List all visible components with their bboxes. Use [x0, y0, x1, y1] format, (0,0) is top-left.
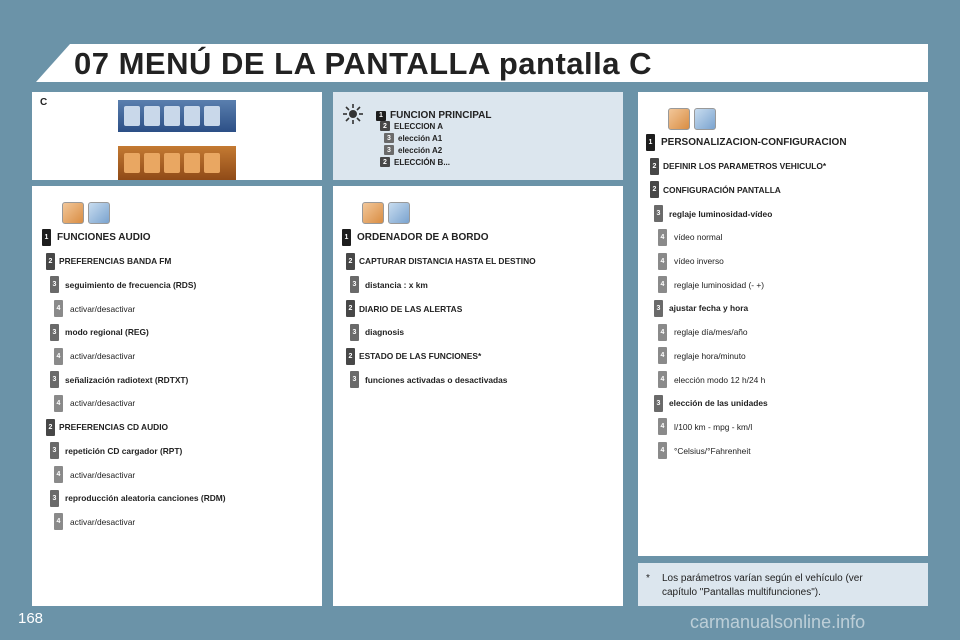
document-icon	[144, 153, 160, 173]
audio-alt-icon	[88, 202, 110, 224]
funcion-principal-row	[376, 110, 491, 121]
menu-row	[50, 442, 182, 459]
menu-row	[658, 324, 748, 341]
display-mode-icon	[124, 153, 140, 173]
screen-c-label: C	[40, 97, 48, 108]
menu-item-label: elección modo 12 h/24 h	[674, 374, 766, 385]
level-badge: 1	[42, 229, 51, 246]
menu-item-label: PREFERENCIAS CD AUDIO	[59, 422, 169, 433]
menu-row	[658, 418, 752, 435]
level-badge: 4	[658, 324, 667, 341]
audio-icons	[62, 202, 110, 224]
menu-item-label: l/100 km - mpg - km/l	[674, 421, 753, 432]
menu-item-label: activar/desactivar	[70, 516, 136, 527]
menu-row	[346, 348, 481, 365]
panel-funcion-principal	[333, 92, 623, 180]
level-badge: 2	[380, 121, 390, 131]
level-badge: 3	[654, 300, 663, 317]
menu-row	[650, 181, 781, 198]
menu-item-label: ajustar fecha y hora	[669, 303, 749, 314]
menu-row	[350, 371, 507, 388]
level-badge: 3	[50, 324, 59, 341]
level-badge: 3	[50, 371, 59, 388]
menu-item-label: señalización radiotext (RDTXT)	[65, 374, 189, 385]
menu-row	[54, 300, 135, 317]
level-badge: 2	[650, 158, 659, 175]
menu-row	[646, 134, 847, 151]
menu-row	[50, 371, 188, 388]
level-badge: 3	[350, 276, 359, 293]
level-badge: 2	[346, 300, 355, 317]
menu-row	[654, 300, 748, 317]
funcion-principal-row	[380, 121, 443, 131]
page-number: 168	[18, 610, 44, 627]
level-badge: 4	[658, 418, 667, 435]
level-badge: 2	[650, 181, 659, 198]
menu-row	[54, 348, 135, 365]
audio-icon	[62, 202, 84, 224]
menu-row	[658, 371, 765, 388]
menu-item-label: CAPTURAR DISTANCIA HASTA EL DESTINO	[359, 256, 536, 267]
document-icon	[144, 106, 160, 126]
level-badge: 4	[658, 347, 667, 364]
menu-item-label: reglaje luminosidad (- +)	[674, 279, 765, 290]
book-icon	[184, 153, 200, 173]
menu-row	[50, 276, 196, 293]
menu-row	[658, 442, 751, 459]
personalizacion-icons	[668, 108, 716, 130]
level-badge: 3	[654, 205, 663, 222]
menu-row	[350, 324, 404, 341]
level-badge: 3	[384, 133, 394, 143]
menu-row	[54, 513, 135, 530]
footnote-star: *	[646, 573, 650, 584]
settings-icon	[668, 108, 690, 130]
menu-item-label: repetición CD cargador (RPT)	[65, 445, 183, 456]
menu-row	[54, 395, 135, 412]
menu-row	[54, 466, 135, 483]
level-badge: 3	[350, 371, 359, 388]
screen-menu-strip-blue	[118, 100, 236, 132]
level-badge: 2	[346, 253, 355, 270]
fuel-alt-icon	[388, 202, 410, 224]
level-badge: 4	[54, 348, 63, 365]
menu-row	[50, 490, 226, 507]
level-badge: 3	[654, 395, 663, 412]
menu-row	[346, 253, 536, 270]
menu-row	[46, 253, 171, 270]
brightness-icon	[342, 103, 364, 125]
menu-row	[658, 276, 764, 293]
level-badge: 3	[350, 324, 359, 341]
book-icon	[184, 106, 200, 126]
menu-item-label: ESTADO DE LAS FUNCIONES*	[359, 351, 482, 361]
menu-item-label: activar/desactivar	[70, 351, 136, 361]
menu-row	[658, 229, 722, 246]
menu-item-label: vídeo inverso	[674, 256, 724, 266]
screen-menu-strip-orange	[118, 146, 236, 180]
settings-alt-icon	[694, 108, 716, 130]
menu-item-label: seguimiento de frecuencia (RDS)	[65, 279, 197, 290]
display-mode-icon	[124, 106, 140, 126]
funcion-principal-row	[384, 133, 442, 143]
level-badge: 4	[658, 253, 667, 270]
settings-icon	[164, 106, 180, 126]
funcion-principal-row	[380, 157, 450, 167]
menu-item-label: reglaje luminosidad-vídeo	[669, 208, 773, 219]
menu-item-label: PREFERENCIAS BANDA FM	[59, 256, 172, 267]
level-badge: 2	[380, 157, 390, 167]
level-badge: 4	[54, 513, 63, 530]
funcion-principal-label: ELECCION A	[394, 121, 444, 131]
level-badge: 3	[50, 442, 59, 459]
level-badge: 2	[46, 253, 55, 270]
level-badge: 3	[50, 490, 59, 507]
menu-row	[342, 229, 488, 246]
level-badge: 1	[376, 111, 386, 121]
menu-row	[650, 158, 826, 175]
menu-row	[350, 276, 428, 293]
level-badge: 4	[658, 276, 667, 293]
menu-item-label: elección de las unidades	[669, 398, 768, 409]
level-badge: 4	[54, 300, 63, 317]
menu-row	[658, 347, 746, 364]
fuel-icon	[362, 202, 384, 224]
level-badge: 4	[658, 371, 667, 388]
menu-row	[42, 229, 151, 246]
level-badge: 1	[342, 229, 351, 246]
funcion-principal-label: elección A1	[398, 133, 443, 143]
level-badge: 4	[658, 229, 667, 246]
tools-icon	[204, 153, 220, 173]
level-badge: 4	[658, 442, 667, 459]
level-badge: 3	[50, 276, 59, 293]
funcion-principal-row	[384, 145, 442, 155]
level-badge: 3	[384, 145, 394, 155]
menu-item-label: reproducción aleatoria canciones (RDM)	[65, 493, 226, 504]
menu-item-label: distancia : x km	[365, 279, 428, 290]
menu-row	[50, 324, 149, 341]
menu-item-label: activar/desactivar	[70, 303, 136, 314]
menu-item-label: activar/desactivar	[70, 469, 136, 480]
funcion-principal-label: elección A2	[398, 145, 443, 155]
settings-icon	[164, 153, 180, 173]
watermark: carmanualsonline.info	[690, 612, 866, 632]
level-badge: 1	[646, 134, 655, 151]
page-title: 07 MENÚ DE LA PANTALLA pantalla C	[74, 46, 652, 81]
menu-item-label: DIARIO DE LAS ALERTAS	[359, 303, 463, 314]
menu-item-label: activar/desactivar	[70, 398, 136, 409]
menu-item-label: °Celsius/°Fahrenheit	[674, 445, 751, 456]
bordo-icons	[362, 202, 410, 224]
menu-row	[346, 300, 462, 317]
funcion-principal-label: ELECCIÓN B...	[394, 157, 451, 167]
menu-item-label: vídeo normal	[674, 232, 723, 243]
menu-row	[654, 395, 768, 412]
menu-item-label: modo regional (REG)	[65, 327, 149, 338]
funcion-principal-label: FUNCION PRINCIPAL	[390, 110, 492, 121]
menu-item-label: diagnosis	[365, 327, 405, 338]
footnote-line-2: capítulo "Pantallas multifunciones").	[662, 587, 821, 598]
panel-bordo	[333, 186, 623, 606]
tools-icon	[204, 106, 220, 126]
menu-item-label: funciones activadas o desactivadas	[365, 374, 508, 385]
menu-item-label: ORDENADOR DE A BORDO	[357, 232, 489, 243]
menu-row	[654, 205, 772, 222]
level-badge: 2	[46, 419, 55, 436]
menu-item-label: reglaje día/mes/año	[674, 327, 748, 338]
level-badge: 4	[54, 395, 63, 412]
menu-row	[46, 419, 168, 436]
menu-row	[658, 253, 724, 270]
footnote-line-1: Los parámetros varían según el vehículo (ver	[662, 573, 863, 584]
menu-item-label: FUNCIONES AUDIO	[57, 232, 151, 243]
menu-item-label: PERSONALIZACION-CONFIGURACION	[661, 137, 847, 148]
menu-item-label: DEFINIR LOS PARAMETROS VEHICULO*	[663, 161, 827, 172]
level-badge: 2	[346, 348, 355, 365]
level-badge: 4	[54, 466, 63, 483]
menu-item-label: reglaje hora/minuto	[674, 350, 746, 361]
menu-item-label: CONFIGURACIÓN PANTALLA	[663, 184, 781, 195]
